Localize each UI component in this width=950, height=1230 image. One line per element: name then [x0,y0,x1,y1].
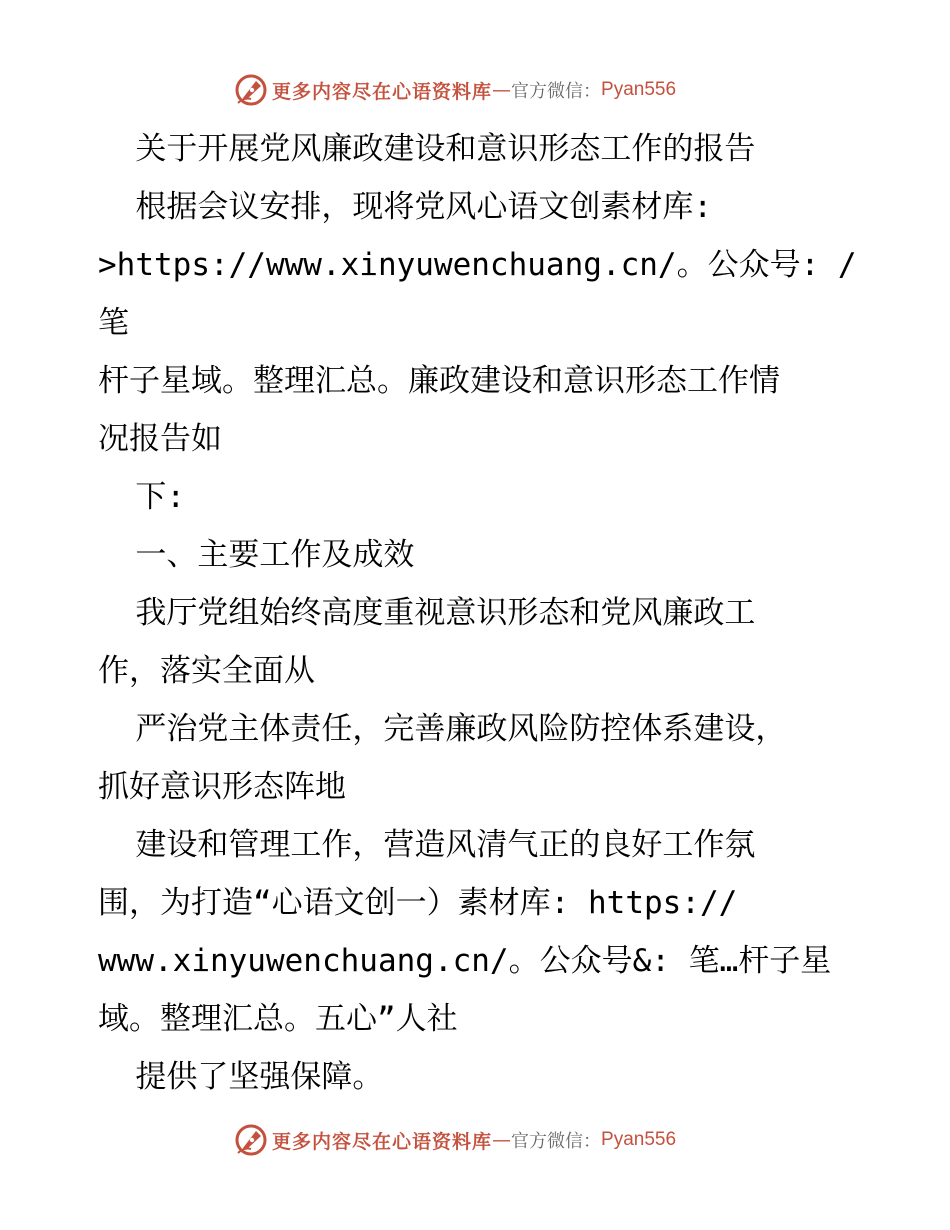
doc-line: 我厅党组始终高度重视意识形态和党风廉政工 [98,595,756,631]
banner-wechat-id: Pyan556 [601,79,677,100]
doc-line: 作，落实全面从 [98,653,315,689]
doc-line: 根据会议安排，现将党风心语文创素材库: [98,189,712,225]
header-banner [234,72,676,108]
banner-wechat-id: Pyan556 [601,1129,677,1150]
document-body [98,120,858,1106]
footer-banner [234,1122,676,1158]
banner-wechat-label: 官方微信： [511,81,602,102]
doc-line: 抓好意识形态阵地 [98,769,346,805]
doc-line: 域。整理汇总。五心”人社 [98,1001,458,1037]
pen-nib-logo-icon [234,1123,268,1157]
banner-dash: — [492,79,512,101]
doc-line: 建设和管理工作，营造风清气正的良好工作氛 [98,827,756,863]
doc-line-title: 关于开展党风廉政建设和意识形态工作的报告 [98,131,756,167]
doc-section-heading: 一、主要工作及成效 [98,537,415,573]
doc-line: 下: [98,479,185,515]
doc-line: 杆子星域。整理汇总。廉政建设和意识形态工作情 [98,363,780,399]
doc-line: 围，为打造“心语文创一）素材库: https:// [98,885,738,921]
doc-line: 提供了坚强保障。 [98,1059,384,1095]
pen-nib-logo-icon [234,73,268,107]
doc-line: www.xinyuwenchuang.cn/。公众号&: 笔…杆子星 [98,943,832,979]
doc-line: 严治党主体责任，完善廉政风险防控体系建设， [98,711,787,747]
banner-main-text: 更多内容尽在心语资料库 [272,80,493,103]
banner-main-text: 更多内容尽在心语资料库 [272,1130,493,1153]
doc-line: 况报告如 [98,421,222,457]
doc-line: >https://www.xinyuwenchuang.cn/。公众号: /笔 [98,247,857,341]
banner-dash: — [492,1129,512,1151]
banner-wechat-label: 官方微信： [511,1131,602,1152]
